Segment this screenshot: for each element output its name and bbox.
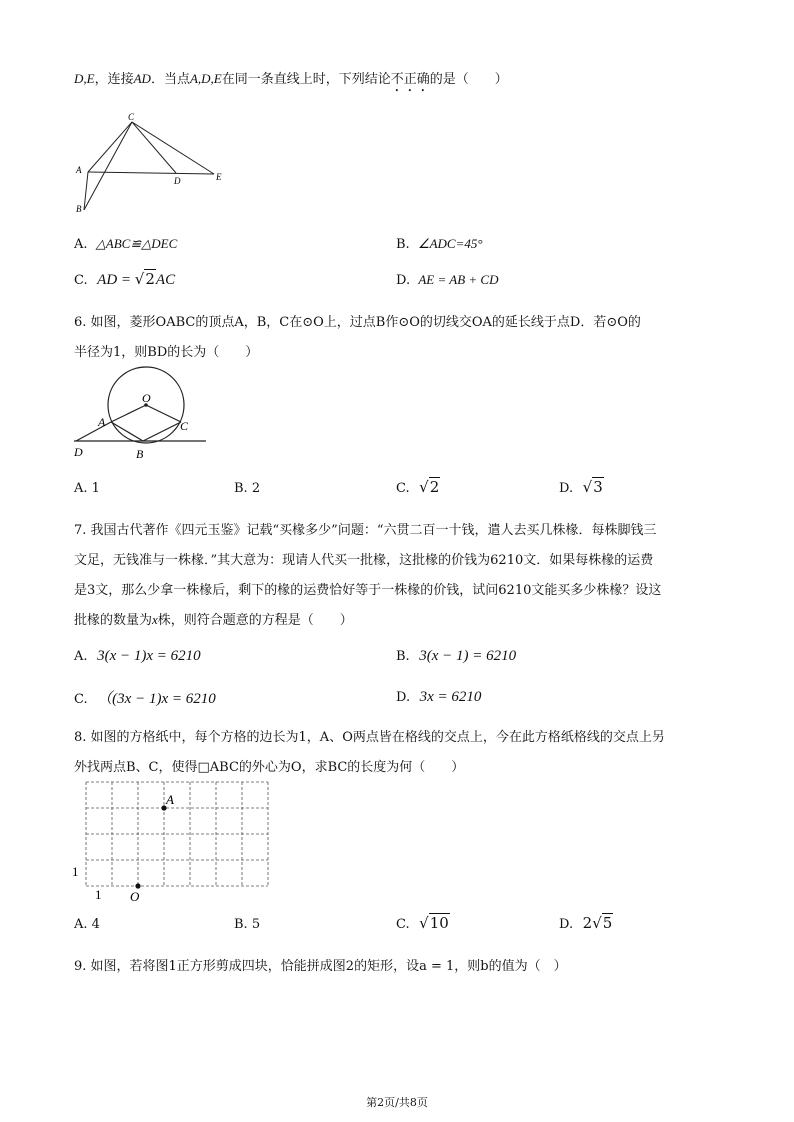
- fig8-label-a: A: [166, 792, 174, 807]
- q5-question-line: D,E，连接AD．当点A,D,E在同一条直线上时，下列结论不正确的是（ ）: [74, 71, 508, 87]
- fig8-unit-vertical: 1: [72, 864, 79, 879]
- fig5-label-c: C: [128, 112, 135, 122]
- q8-line-1: 8. 如图的方格纸中，每个方格的边长为1，A、O两点皆在格线的交点上，今在此方格纸格线的交点上另: [74, 730, 665, 745]
- q5-option-b[interactable]: B. ∠ADC=45°: [396, 236, 483, 252]
- q6-option-d[interactable]: D. √3: [559, 478, 603, 496]
- fig5-label-d: D: [174, 176, 181, 186]
- q8-option-b[interactable]: B. 5: [234, 917, 261, 932]
- fig6-label-d: D: [74, 445, 83, 459]
- fig5-label-e: E: [216, 172, 222, 182]
- q7-option-c[interactable]: C. （(3x − 1)x = 6210: [74, 691, 216, 707]
- q8-grid-figure: [68, 778, 278, 903]
- fig8-label-o: O: [130, 889, 140, 904]
- q6-option-a[interactable]: A. 1: [74, 481, 100, 496]
- fig5-label-b: B: [76, 204, 82, 214]
- fig6-label-c: C: [180, 419, 189, 433]
- q5-points-de: D,E: [74, 71, 95, 86]
- fig5-label-a: A: [76, 165, 82, 175]
- q7-option-b[interactable]: B. 3(x − 1) = 6210: [396, 648, 517, 664]
- q5-figure: [70, 112, 250, 222]
- q6-option-c[interactable]: C. √2: [396, 478, 440, 496]
- q7-line-3: 是3文，那么少拿一株椽后，剩下的椽的运费恰好等于一株椽的价钱，试问6210文能买多少株椽？设这: [74, 583, 662, 598]
- q6-line-1: 6. 如图，菱形OABC的顶点A，B，C在⊙O上，过点B作⊙O的切线交OA的延长线于点D．若⊙O的: [74, 315, 641, 330]
- q5-option-c[interactable]: C. AD = √2AC: [74, 270, 176, 288]
- fig8-unit-horizontal: 1: [95, 887, 102, 902]
- fig6-label-b: B: [136, 447, 144, 461]
- q8-line-2: 外找两点B、C，使得□ABC的外心为O，求BC的长度为何（ ）: [74, 760, 465, 775]
- emphasis-not-correct: 不正确: [390, 72, 430, 87]
- q7-line-1: 7. 我国古代著作《四元玉鉴》记载“买椽多少”问题：“六贯二百一十钱，遣人去买几株椽．每株脚钱三: [74, 523, 657, 538]
- fig8-point-o: [135, 883, 140, 888]
- q8-option-d[interactable]: D. 2√5: [559, 914, 613, 932]
- q9-line-1: 9. 如图，若将图1正方形剪成四块，恰能拼成图2的矩形，设a = 1，则b的值为（ ）: [74, 959, 567, 974]
- q8-option-a[interactable]: A. 4: [74, 917, 100, 932]
- q6-line-2: 半径为1，则BD的长为（ ）: [74, 345, 259, 360]
- q7-line-4: 批椽的数量为x株，则符合题意的方程是（ ）: [74, 612, 353, 628]
- fig6-label-o: O: [142, 391, 151, 405]
- q6-option-b[interactable]: B. 2: [234, 481, 261, 496]
- q8-option-c[interactable]: C. √10: [396, 914, 449, 932]
- page-footer: 第2页/共8页: [366, 1096, 428, 1109]
- q6-figure: [70, 366, 220, 466]
- q5-option-d[interactable]: D. AE = AB + CD: [396, 272, 499, 288]
- q7-line-2: 文足，无钱准与一株椽．”其大意为：现请人代买一批椽，这批椽的价钱为6210文．如果每株椽的运费: [74, 553, 654, 568]
- q7-option-d[interactable]: D. 3x = 6210: [396, 689, 482, 705]
- fig6-label-a: A: [98, 415, 106, 429]
- q5-option-a[interactable]: A. △ABC≌△DEC: [74, 236, 178, 252]
- q7-option-a[interactable]: A. 3(x − 1)x = 6210: [74, 648, 201, 664]
